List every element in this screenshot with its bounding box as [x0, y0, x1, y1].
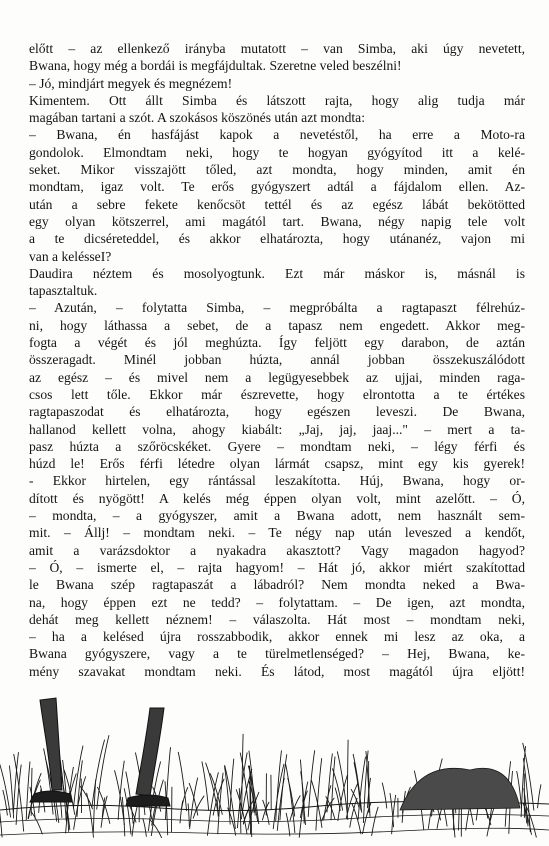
bush	[400, 768, 520, 810]
text-line: pasz húzta a szőröcskéket. Gyere – mondtam neki, – légy férfi és	[29, 438, 525, 454]
grass-blade	[286, 764, 295, 833]
grass-blade	[122, 797, 125, 836]
grass-blade	[286, 813, 290, 836]
grass-blade	[538, 784, 542, 808]
text-line: – Ó, – ismerte el, – rajta hagyom! – Hát jó, akkor miért szakítottad	[29, 559, 525, 575]
text-line: ragtapaszodat és elhatározta, hogy egészen leveszi. De Bwana,	[29, 404, 525, 420]
text-line: van a kelésseI?	[29, 248, 112, 264]
text-line: seket. Mikor visszajött tőled, azt mondta, hogy minden, amit én	[29, 162, 525, 178]
grass-blade	[31, 812, 42, 835]
text-line: magában tartani a szót. A szokásos köszönés után azt mondta:	[29, 110, 365, 126]
grass-blade	[193, 796, 204, 819]
text-line: húzd le! Erős férfi létedre olyan lármát csapsz, mint egy kis gyerek!	[29, 456, 525, 472]
grass-blade	[280, 754, 287, 820]
text-line: – Bwana, én hasfájást kapok a nevetéstől, ha erre a Moto-ra	[29, 127, 525, 143]
grass-blade	[372, 807, 379, 836]
text-line: Kimentem. Ott állt Simba és látszott rajta, hogy alig tudja már	[29, 92, 525, 108]
text-line: – Azután, – folytatta Simba, – megpróbálta a ragtapaszt félrehúz-	[29, 300, 525, 316]
text-line: fogta a végét és jól meghúzta. Így feljött egy darabon, de aztán	[29, 335, 525, 351]
text-line: tapasztaltuk.	[29, 283, 98, 299]
grass-blade	[206, 763, 219, 816]
text-line: dehát meg kellett néznem! – válaszolta. Hát most – mondtam neki,	[29, 611, 525, 627]
text-line: Daudira néztem és mosolyogtunk. Ezt már máskor is, másnál is	[29, 265, 525, 281]
grass-blade	[188, 803, 189, 827]
text-line: - Ekkor hirtelen, egy rántással leszakította. Húj, Bwana, hogy or-	[29, 473, 525, 489]
text-line: csos lett tőle. Ekkor már észrevette, hogy elrontotta a te értékes	[29, 386, 525, 402]
text-line: – ha a kelésed újra rosszabbodik, akkor ennek mi lesz az oka, a	[29, 629, 525, 645]
text-line: egy olyan kötszerrel, ami magától tart. Bwana, négy napig tele volt	[29, 213, 525, 229]
text-line: előtt – az ellenkező irányba mutatott – van Simba, aki úgy nevetett,	[29, 41, 525, 56]
text-line: mit. – Állj! – mondtam neki. – Te négy nap után leveszed a kendőt,	[29, 525, 525, 541]
text-line: a te dicséreteddel, és akkor elhatározta, hogy utánanéz, vajon mi	[29, 231, 525, 247]
grass-blade	[190, 778, 198, 830]
text-line: gondolok. Elmondtam neki, hogy te hogyan gyógyítod itt a kelé-	[29, 144, 525, 160]
grass-blade	[331, 757, 335, 821]
text-line: mény szavakat mondtam neki. És látod, most magától újra eljött!	[29, 663, 525, 679]
text-line: dított és nyögött! A kelés még éppen olyan volt, mint azelőtt. – Ó,	[29, 490, 525, 506]
text-line: mondtam, igaz volt. Te erős gyógyszert adtál a fájdalom ellen. Az-	[29, 179, 525, 195]
body-text	[29, 40, 525, 680]
grass-blade	[218, 773, 223, 835]
grass-blade	[347, 740, 348, 813]
text-line: na, hogy éppen ezt ne tedd? – folytattam. – De igen, azt mondta,	[29, 594, 525, 610]
text-line: le Bwana szép ragtapaszát a lábadról? Nem mondta neked a Bwa-	[29, 577, 525, 593]
text-line: amit a varázsdoktor a nyakadra akasztott? Vagy magadon hagyod?	[29, 542, 525, 558]
text-line: után a sebre fekete kenőcsöt tettél és az egész lábát bekötötted	[29, 196, 525, 212]
grass-blade	[31, 768, 32, 816]
person-legs	[30, 698, 170, 806]
text-line: ni, hogy láthassa a sebet, de a tapasz nem engedett. Akkor meg-	[29, 317, 525, 333]
grass-blade	[338, 775, 348, 821]
grass-blade	[143, 818, 147, 836]
savanna-illustration	[0, 690, 549, 846]
grass-blade	[242, 734, 243, 810]
text-line: hallanod kellett volna, ahogy kiabált: „Jaj, jaj, jaaj..." – mert a ta-	[29, 421, 525, 437]
grass-blade	[382, 783, 387, 809]
text-line: az egész – és mivel nem a legügyesebbek az ujjai, minden raga-	[29, 369, 525, 385]
text-line: – mondta, – a gyógyszer, amit a Bwana adott, nem használt sem-	[29, 508, 525, 524]
text-line: Bwana, hogy még a bordái is megfájdultak. Szeretne veled beszélni!	[29, 58, 402, 74]
text-line: – Jó, mindjárt megyek és megnézem!	[29, 75, 233, 91]
text-line: összeragadt. Minél jobban húzta, annál jobban összekuszálódott	[29, 352, 525, 368]
text-line: Bwana gyógyszere, vagy a te türelmetlenséged? – Hej, Bwana, ke-	[29, 646, 525, 662]
grass-blade	[390, 793, 394, 827]
